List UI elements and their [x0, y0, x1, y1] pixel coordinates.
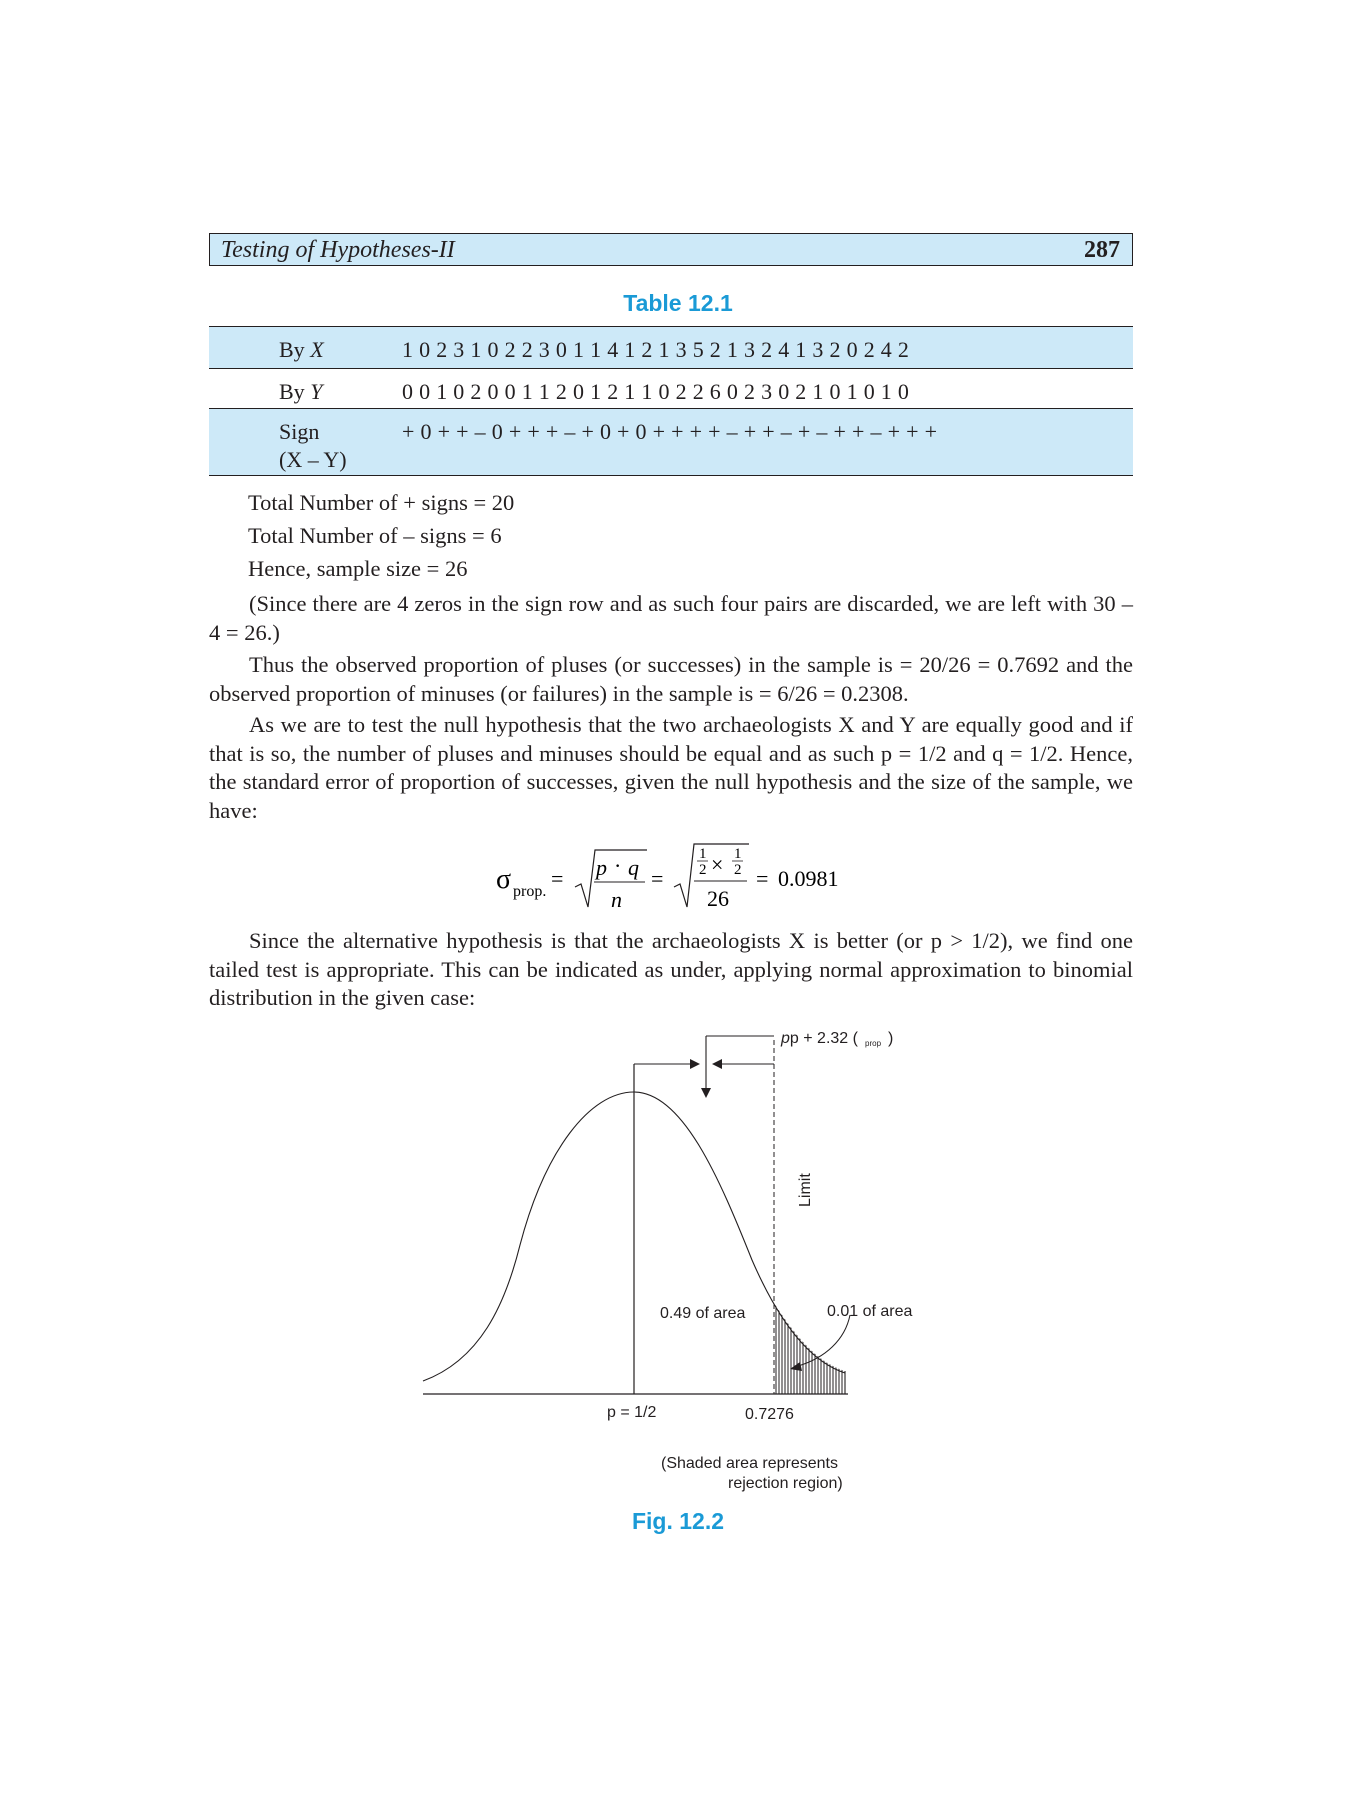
- paragraph-zeros: (Since there are 4 zeros in the sign row and as such four pairs are discarded, we are left with 30 – 4 = 26.): [209, 591, 1133, 645]
- formula-times: ×: [711, 852, 724, 877]
- row-values-sign: + 0 + + – 0 + + + – + 0 + 0 + + + + – + + – + – + + – + + +: [402, 419, 938, 444]
- formula-result: 0.0981: [778, 866, 839, 891]
- figure-note-line-2: rejection region): [728, 1475, 843, 1492]
- page-number: 287: [1084, 237, 1120, 263]
- paragraph-alternative: Since the alternative hypothesis is that the archaeologists X is better (or p > 1/2), we find one tailed test is appropriate. This can be indicated as under, applying normal approximation to binomial distribution in the given case:: [209, 928, 1133, 1010]
- formula-sigma: σ: [496, 864, 512, 895]
- row-label-sign: Sign (X – Y): [279, 419, 347, 472]
- arrow-right-icon: [690, 1059, 700, 1069]
- line-minus-signs: Total Number of – signs = 6: [248, 523, 502, 548]
- formula-q: q: [628, 855, 639, 880]
- limit-formula-label: p + 2.32 (: [789, 1030, 858, 1047]
- running-title: Testing of Hypotheses-II: [221, 237, 455, 263]
- row-label-by-x: By X: [279, 337, 324, 362]
- formula-26: 26: [707, 886, 729, 911]
- formula-half-num-2: 1: [734, 846, 742, 862]
- svg-text:pp + 2.32 (: pp + 2.32 (: [781, 1030, 858, 1047]
- figure-note-line-1: (Shaded area represents: [661, 1455, 838, 1472]
- formula-n: n: [611, 887, 622, 912]
- paragraph-null-hypothesis: As we are to test the null hypothesis that the two archaeologists X and Y are equally good and if that is so, the number of pluses and minuses should be equal and as such p = 1/2 and q = 1/2. Hence, the standard error of proportion of successes, given the null hypothesis and the size of the sample, we have:: [209, 712, 1133, 823]
- formula-equals-2: =: [651, 866, 664, 891]
- figure-caption: Fig. 12.2: [631, 1508, 725, 1534]
- limit-formula-subscript: prop: [865, 1039, 882, 1048]
- table-caption: Table 12.1: [623, 290, 733, 316]
- formula-equals-3: =: [756, 866, 769, 891]
- area-right-label: 0.01 of area: [827, 1303, 913, 1320]
- row-values-by-x: 1 0 2 3 1 0 2 2 3 0 1 1 4 1 2 1 3 5 2 1 3 2 4 1 3 2 0 2 4 2: [402, 337, 910, 362]
- formula-equals-1: =: [551, 866, 564, 891]
- arrow-left-icon: [712, 1059, 722, 1069]
- arrow-down-icon: [701, 1088, 711, 1098]
- area-left-label: 0.49 of area: [660, 1305, 746, 1322]
- limit-formula-close: ): [888, 1030, 894, 1047]
- row-label-by-y: By Y: [279, 379, 323, 404]
- row-values-by-y: 0 0 1 0 2 0 0 1 1 2 0 1 2 1 1 0 2 2 6 0 2 3 0 2 1 0 1 0 1 0: [402, 379, 910, 404]
- critical-value-label: 0.7276: [745, 1406, 794, 1423]
- line-plus-signs: Total Number of + signs = 20: [248, 490, 515, 515]
- line-sample-size: Hence, sample size = 26: [248, 556, 468, 581]
- formula-half-num-1: 1: [699, 846, 707, 862]
- formula-half-den-1: 2: [699, 862, 707, 878]
- mean-label: p = 1/2: [607, 1404, 657, 1421]
- formula-p: p: [596, 855, 607, 880]
- formula-subscript: prop.: [513, 883, 547, 900]
- formula-half-den-2: 2: [734, 862, 742, 878]
- paragraph-proportions: Thus the observed proportion of pluses (or successes) in the sample is = 20/26 = 0.7692 and the observed proportion of minuses (or failures) in the sample is = 6/26 = 0.2308.: [209, 652, 1133, 706]
- pointer-arrow-icon: [790, 1362, 802, 1371]
- limit-label: Limit: [797, 1173, 814, 1207]
- formula-dot: ·: [614, 853, 622, 878]
